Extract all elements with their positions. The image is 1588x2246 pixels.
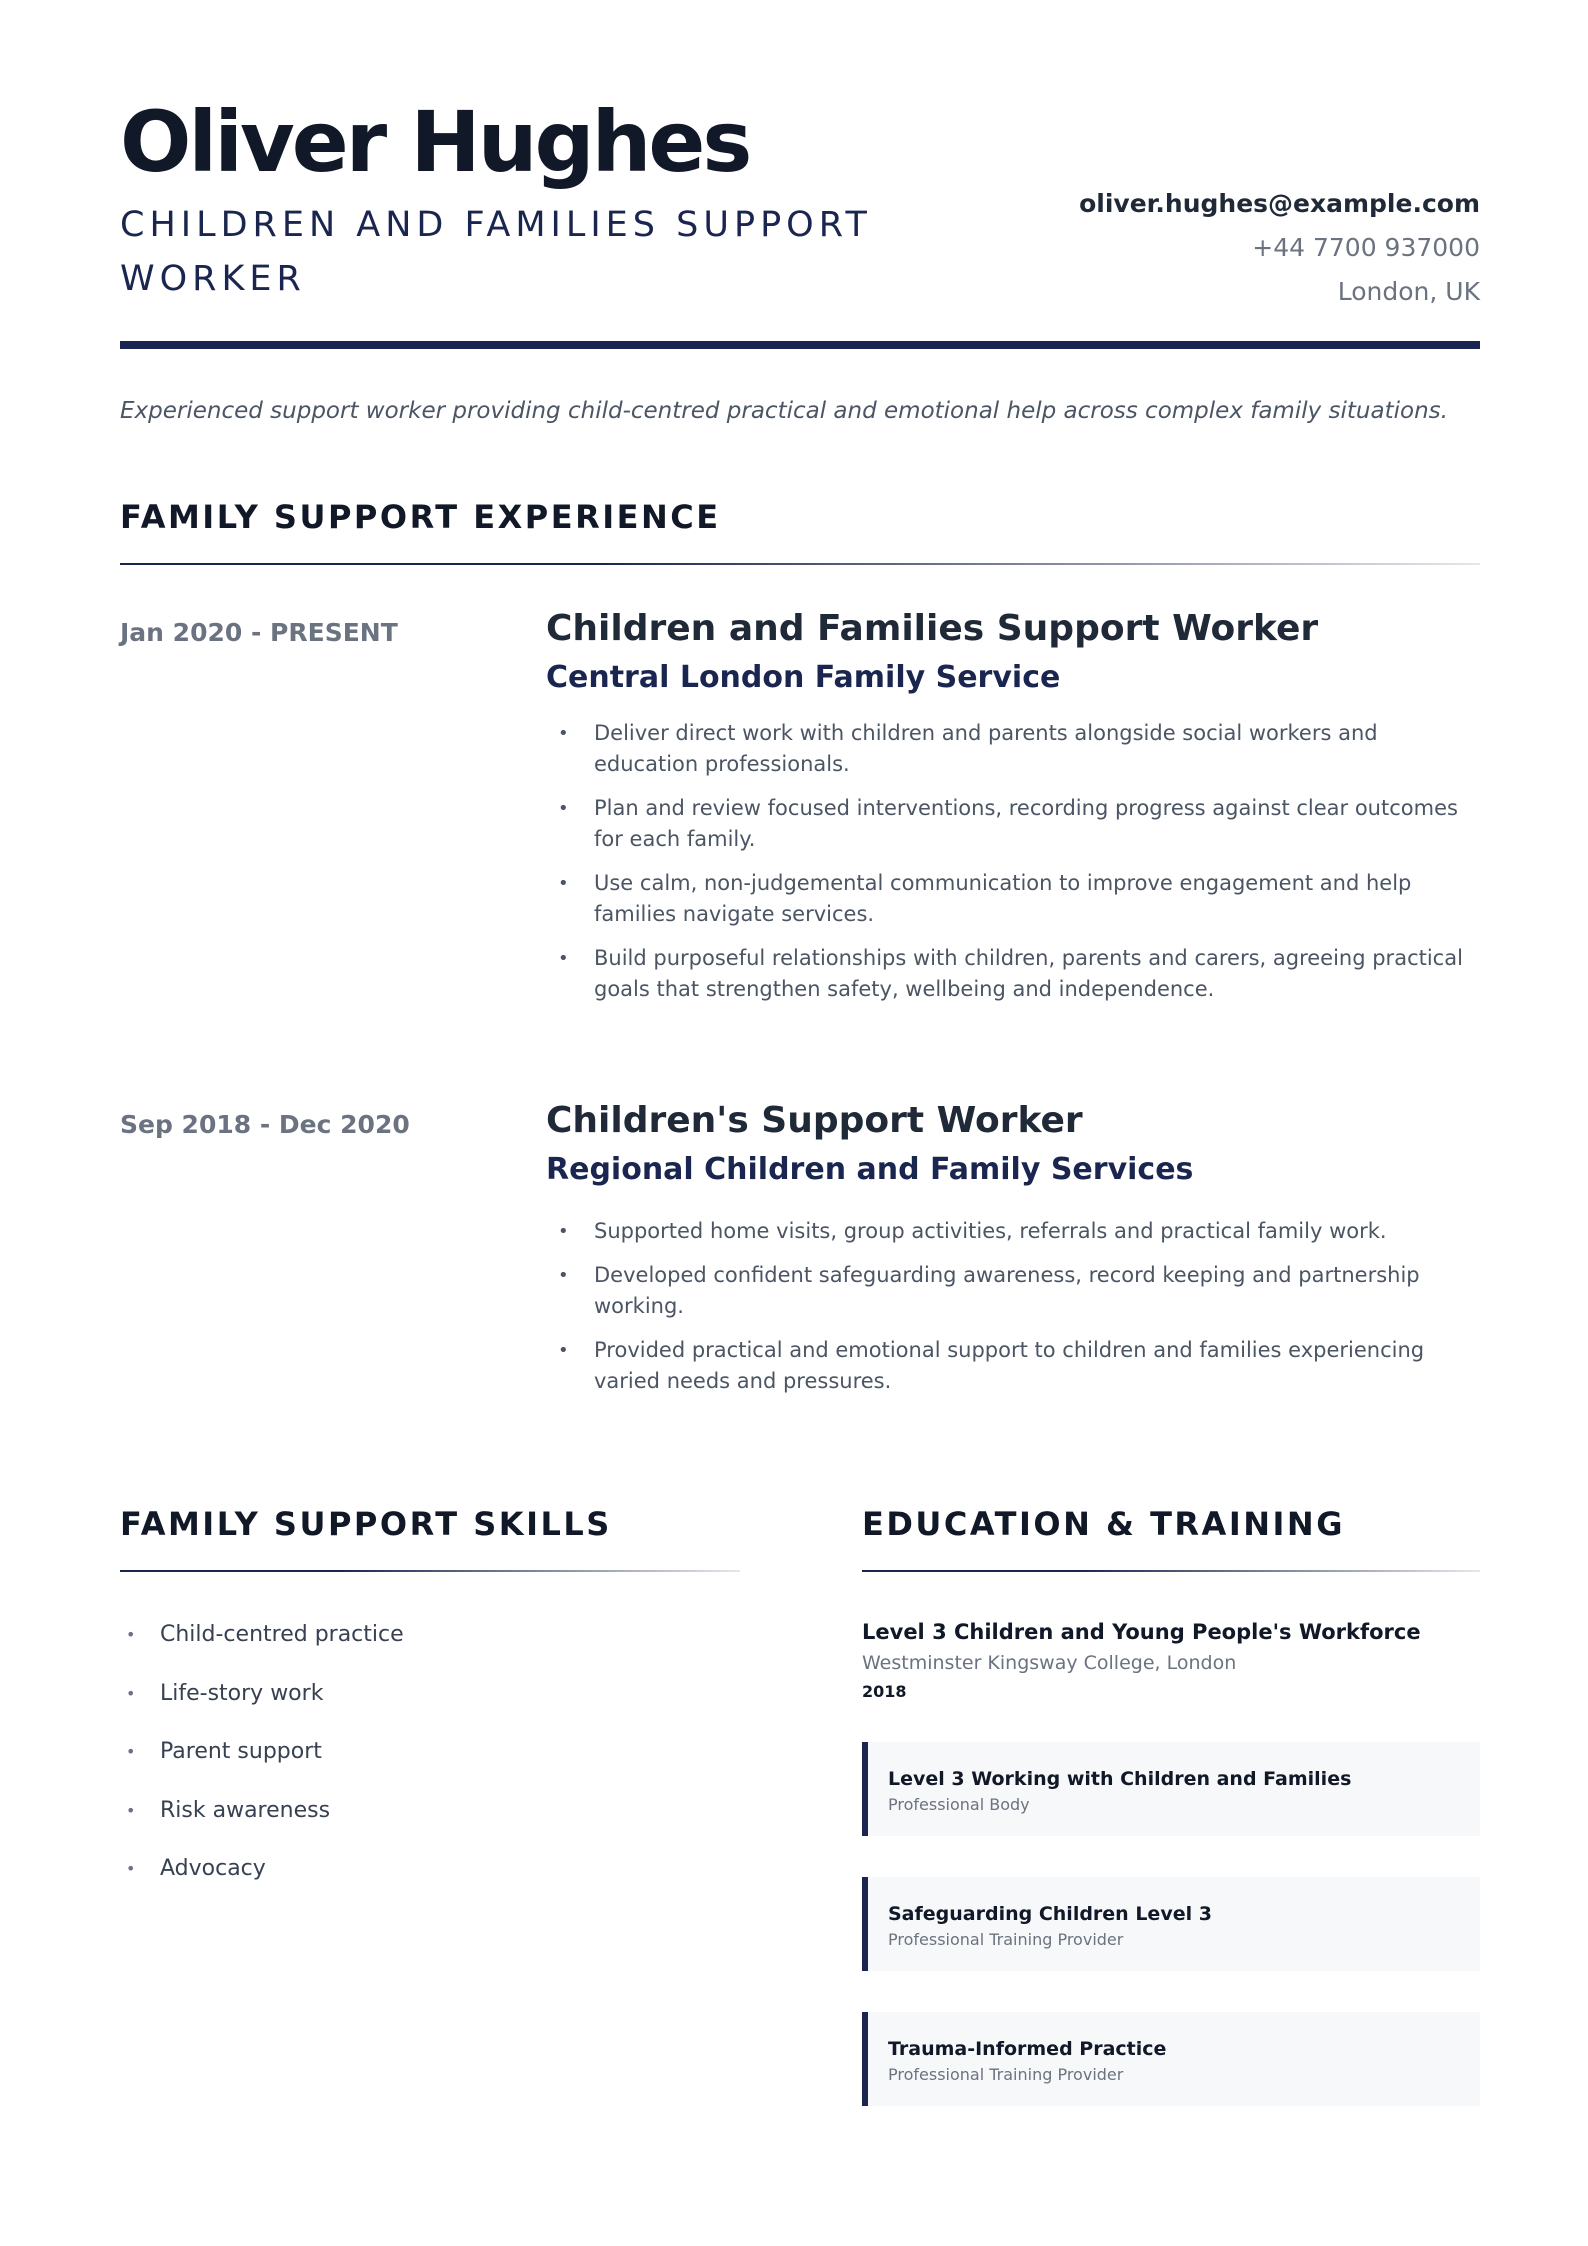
job-bullet: • Developed confident safeguarding awareness, record keeping and partnership working. [546, 1260, 1486, 1322]
certification-title: Level 3 Working with Children and Families [888, 1768, 1352, 1790]
certification-card [862, 1742, 1480, 1836]
job-role: Children and Families Support Worker [546, 608, 1319, 649]
job-role: Children's Support Worker [546, 1100, 1083, 1141]
job-bullet: • Supported home visits, group activities, referrals and practical family work. [546, 1216, 1486, 1247]
job-organization: Regional Children and Family Services [546, 1152, 1194, 1187]
contact-block [1079, 182, 1480, 314]
certification-title: Safeguarding Children Level 3 [888, 1903, 1212, 1925]
education-divider [862, 1570, 1480, 1572]
job-bullet: • Use calm, non-judgemental communication to improve engagement and help families navigate services. [546, 868, 1486, 930]
skill-item: • Parent support [120, 1737, 740, 1796]
job-bullets [546, 718, 1486, 1018]
certification-provider: Professional Body [888, 1795, 1030, 1814]
email-link[interactable]: oliver.hughes@example.com [1079, 189, 1480, 218]
qualification-year: 2018 [862, 1682, 907, 1701]
professional-summary: Experienced support worker providing child-centred practical and emotional help across complex family situations. [120, 398, 1448, 424]
skill-item: • Life-story work [120, 1679, 740, 1738]
location: London, UK [1337, 277, 1480, 306]
skill-item: • Risk awareness [120, 1796, 740, 1855]
institution-name: Westminster Kingsway College, London [862, 1652, 1237, 1674]
certification-card [862, 1877, 1480, 1971]
candidate-name: Oliver Hughes [120, 93, 750, 191]
skills-divider [120, 1570, 740, 1572]
job-bullet: • Plan and review focused interventions, recording progress against clear outcomes for each family. [546, 793, 1486, 855]
job-dates: Jan 2020 - PRESENT [120, 618, 398, 647]
experience-divider [120, 563, 1480, 565]
job-bullet: • Build purposeful relationships with children, parents and carers, agreeing practical goals that strengthen safety, wellbeing and independence. [546, 943, 1486, 1005]
job-organization: Central London Family Service [546, 660, 1061, 695]
certification-provider: Professional Training Provider [888, 2065, 1124, 2084]
job-bullets [546, 1216, 1486, 1410]
skill-item: • Advocacy [120, 1854, 740, 1913]
qualification-title: Level 3 Children and Young People's Workforce [862, 1620, 1421, 1644]
header-divider [120, 341, 1480, 349]
education-heading: EDUCATION & TRAINING [862, 1505, 1345, 1543]
skill-item: • Child-centred practice [120, 1620, 740, 1679]
job-bullet: • Provided practical and emotional support to children and families experiencing varied needs and pressures. [546, 1335, 1486, 1397]
certification-title: Trauma-Informed Practice [888, 2038, 1167, 2060]
phone-number: +44 7700 937000 [1252, 233, 1480, 262]
job-bullet: • Deliver direct work with children and parents alongside social workers and education professionals. [546, 718, 1486, 780]
experience-heading: FAMILY SUPPORT EXPERIENCE [120, 498, 721, 536]
job-title: CHILDREN AND FAMILIES SUPPORT WORKER [120, 205, 872, 299]
skills-list [120, 1620, 740, 1913]
education-entry [862, 1617, 1482, 1705]
certification-provider: Professional Training Provider [888, 1930, 1124, 1949]
job-dates: Sep 2018 - Dec 2020 [120, 1110, 410, 1139]
skills-heading: FAMILY SUPPORT SKILLS [120, 1505, 612, 1543]
certification-card [862, 2012, 1480, 2106]
